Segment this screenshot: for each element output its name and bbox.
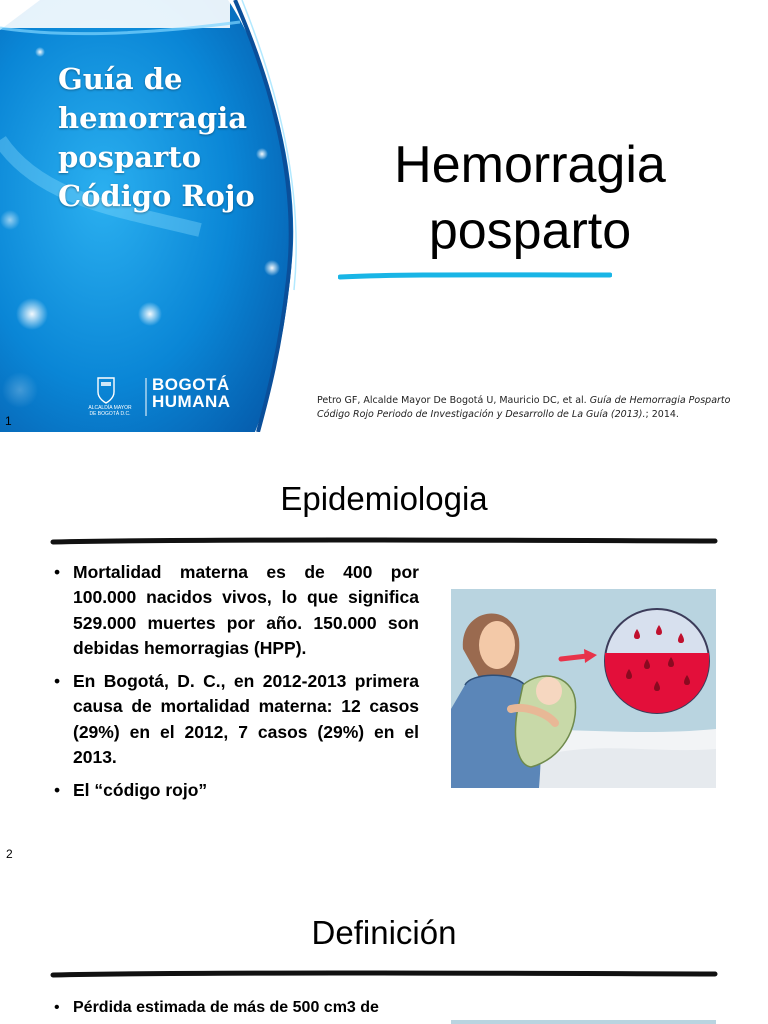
citation-title: Guía de Hemorragia Posparto Código Rojo Periodo de Investigación y Desarrollo de La Guía (2013). — [317, 395, 731, 420]
bullet-item: • Mortalidad materna es de 400 por 100.000 nacidos vivos, lo que significa 529.000 muertes por año. 150.000 son debidas hemorragias (HPP). — [54, 560, 419, 661]
bullet-item: • Pérdida estimada de más de 500 cm3 de — [54, 996, 394, 1020]
citation-authors: Petro GF, Alcalde Mayor De Bogotá U, Mauricio DC, et al. — [317, 395, 590, 406]
illustration-top-edge — [451, 1020, 716, 1024]
logo-line-bogota: BOGOTÁ — [152, 375, 230, 394]
slide-1 — [0, 0, 768, 432]
section-title: Epidemiologia — [280, 480, 488, 517]
cover-title-line: Código Rojo — [58, 179, 255, 213]
title-divider — [50, 969, 718, 979]
bullet-list — [54, 996, 394, 1020]
cover-title-line: posparto — [58, 140, 202, 174]
slide-number: 1 — [5, 414, 12, 428]
logo-line-humana: HUMANA — [152, 392, 231, 411]
cover-title-line: hemorragia — [58, 101, 247, 135]
cover-title-line: Guía de — [58, 62, 183, 96]
title-line: posparto — [428, 202, 632, 260]
bullet-item: • En Bogotá, D. C., en 2012-2013 primera causa de mortalidad materna: 12 casos (29%) en el 2012, 7 casos (29%) en el 2013. — [54, 669, 419, 770]
alcaldia-logo-text: ALCALDÍA MAYOR DE BOGOTÁ D.C. — [88, 405, 132, 417]
bullet-item: • El “código rojo” — [54, 778, 419, 803]
bullet-list — [54, 560, 419, 812]
bogota-humana-logo — [152, 376, 231, 410]
slide-3 — [0, 864, 768, 1024]
citation-tail: ; 2014. — [645, 409, 679, 420]
title-line: Hemorragia — [394, 136, 666, 194]
title-underline — [338, 270, 612, 282]
slide-2 — [0, 432, 768, 864]
slide-number: 2 — [6, 847, 13, 861]
citation — [317, 394, 747, 422]
mother-baby-blood-drops-illustration — [451, 589, 716, 788]
title-divider — [50, 536, 718, 546]
slide-title — [320, 132, 740, 264]
cover-title — [58, 60, 278, 216]
section-title: Definición — [311, 914, 457, 951]
